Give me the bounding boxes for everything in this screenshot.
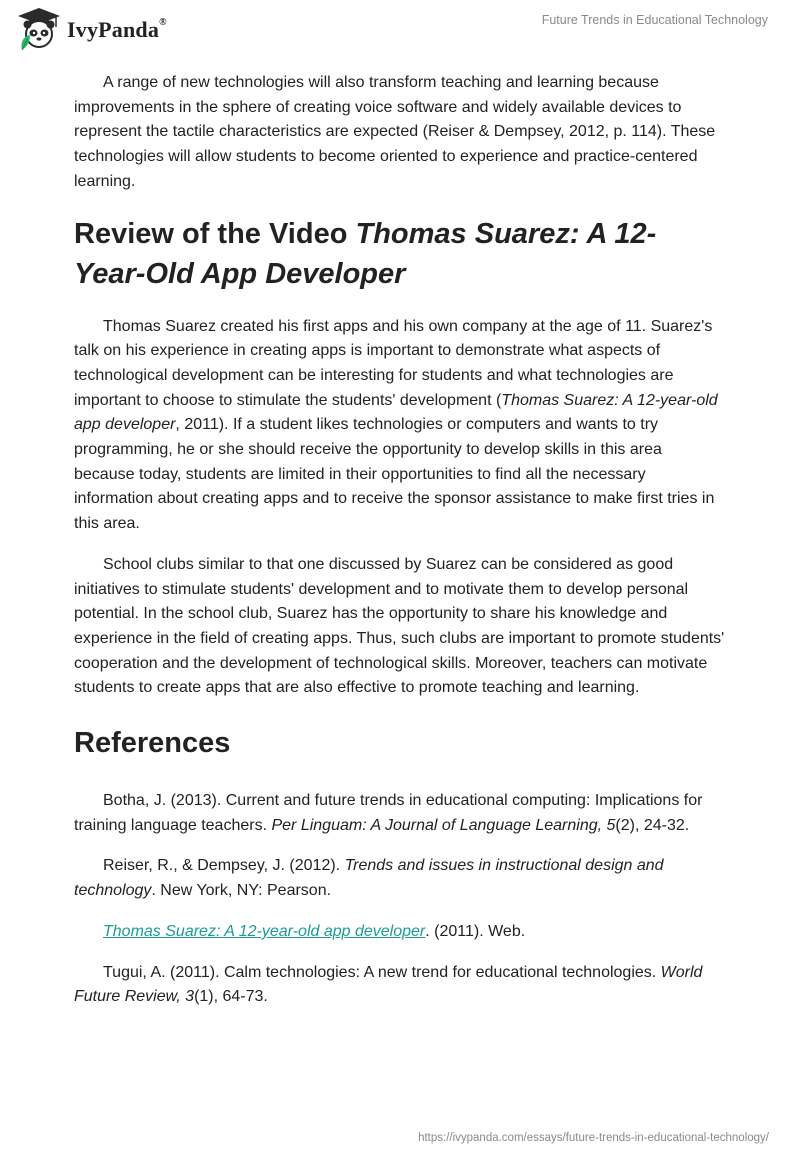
brand-name: IvyPanda® — [67, 16, 167, 42]
review-paragraph-1: Thomas Suarez created his first apps and his own company at the age of 11. Suarez's talk on his experience in creating apps is important to demonstrate what aspects of technological development can be interesting for students and what technologies are important to choose to stimulate the students' development (Thomas Suarez: A 12-year-old app developer, 2011). If a student likes technologies or computers and wants to try programming, he or she should receive the opportunity to develop skills in this area because today, students are limited in their opportunities to find all the necessary information about creating apps and to receive the sponsor assistance to make first tries in this area. — [74, 317, 718, 533]
references-heading: References — [74, 727, 231, 760]
reference-item: Tugui, A. (2011). Calm technologies: A new trend for educational technologies. World Future Review, 3(1), 64-73. — [74, 963, 703, 1006]
essay-content — [74, 71, 726, 1026]
panda-graduate-icon — [16, 6, 62, 52]
review-heading: Review of the Video Thomas Suarez: A 12-Year-Old App Developer — [74, 217, 657, 290]
reference-item: Botha, J. (2013). Current and future trends in educational computing: Implications for training language teachers. Per Linguam: A Journal of Language Learning, 5(2), 24-32. — [74, 792, 703, 834]
reference-video-link[interactable]: Thomas Suarez: A 12-year-old app developer — [103, 922, 426, 940]
page-header — [0, 0, 800, 60]
reference-item: Reiser, R., & Dempsey, J. (2012). Trends and issues in instructional design and technology. New York, NY: Pearson. — [74, 857, 664, 900]
intro-paragraph: A range of new technologies will also transform teaching and learning because improvements in the sphere of creating voice software and widely available devices to represent the tactile characteristics are expected (Reiser & Dempsey, 2012, p. 114). These technologies will allow students to become oriented to experience and practice-centered learning. — [74, 74, 716, 190]
footer-url[interactable]: https://ivypanda.com/essays/future-trends-in-educational-technology/ — [418, 1132, 769, 1144]
reference-item: Thomas Suarez: A 12-year-old app developer. (2011). Web. — [103, 922, 526, 940]
ivypanda-logo[interactable] — [16, 6, 167, 52]
review-paragraph-2: School clubs similar to that one discussed by Suarez can be considered as good initiatives to stimulate students' development and to motivate them to develop personal potential. In the school club, Suarez has the opportunity to share his knowledge and experience in the field of creating apps. Thus, such clubs are important to promote students' cooperation and the development of technological skills. Moreover, teachers can motivate students to create apps that are also effective to promote teaching and learning. — [74, 555, 725, 697]
document-title: Future Trends in Educational Technology — [541, 13, 768, 27]
